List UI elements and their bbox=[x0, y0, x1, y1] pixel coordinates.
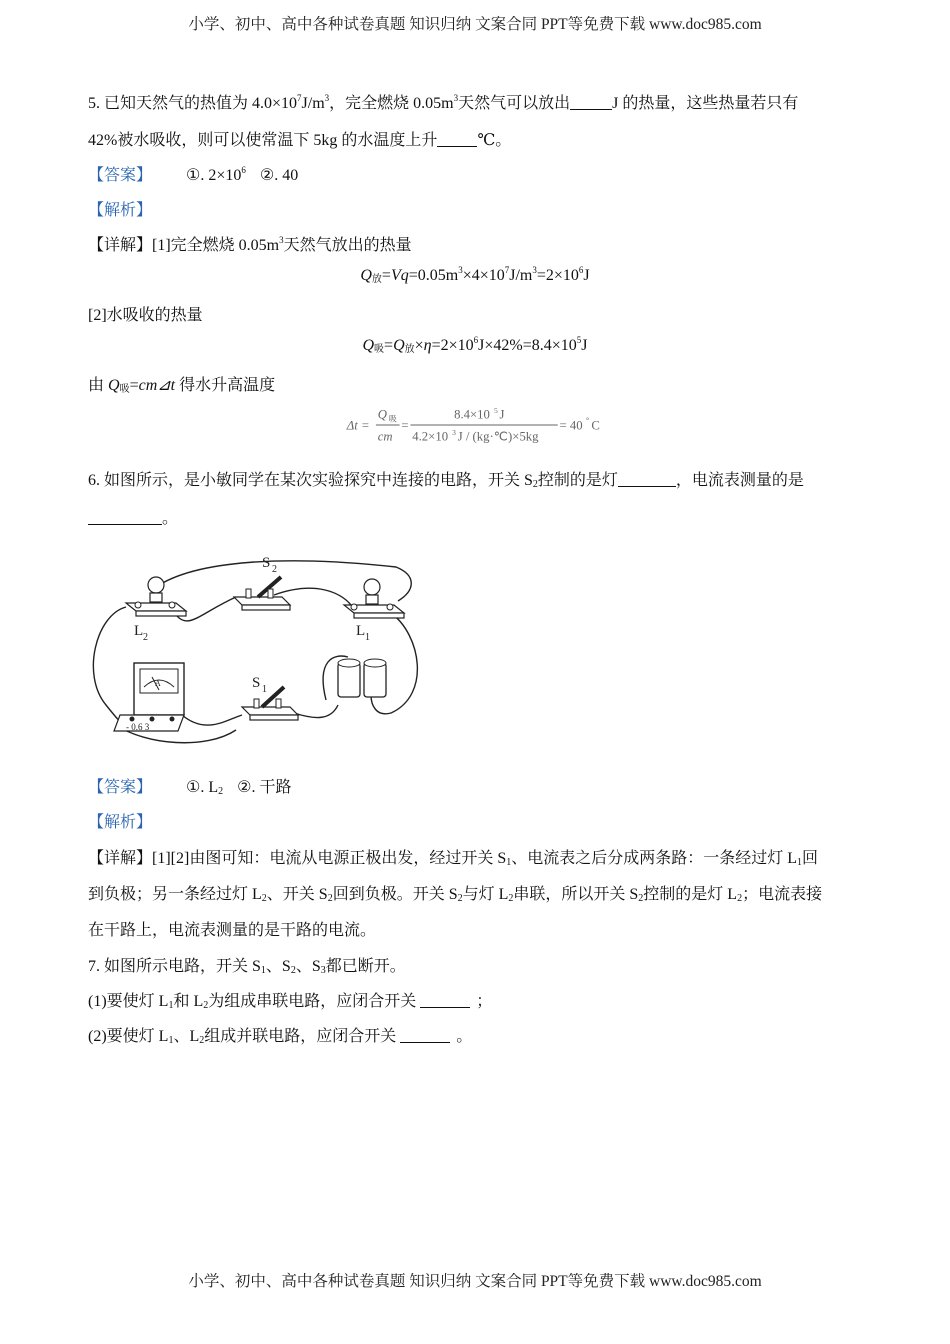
q5-from-line: 由 $Q_吸=cm⊿t$ 得水升高温度 bbox=[88, 377, 276, 395]
label-s2: S bbox=[262, 555, 271, 571]
frac-lhs: Δt = bbox=[346, 418, 370, 433]
frac-eq: = bbox=[401, 418, 409, 433]
blank bbox=[618, 472, 676, 487]
q6-answer: 【答案】 ①. $L_2$ ②. 干路 bbox=[88, 779, 292, 797]
label-s2-sub: 2 bbox=[272, 564, 277, 575]
frac-den2a: 4.2×10 bbox=[412, 429, 449, 444]
frac-den2-exp: 3 bbox=[452, 429, 456, 437]
blank bbox=[88, 510, 162, 525]
q6-line2: 。 bbox=[88, 505, 178, 528]
frac-rhs-unit: C bbox=[591, 418, 600, 433]
label-l2: L bbox=[134, 623, 144, 639]
blank bbox=[420, 993, 470, 1008]
blank bbox=[400, 1028, 450, 1043]
blank bbox=[570, 95, 612, 110]
frac-num1-sub: 吸 bbox=[388, 414, 397, 424]
frac-num2-exp: 5 bbox=[494, 407, 498, 416]
ammeter-terminals: - 0.6 3 bbox=[126, 722, 150, 732]
frac-rhs-exp: ° bbox=[585, 416, 590, 426]
q6-analysis-label: 【解析】 bbox=[88, 814, 153, 831]
page-footer: 小学、初中、高中各种试卷真题 知识归纳 文案合同 PPT等免费下载 www.doc985.com bbox=[188, 1273, 762, 1290]
ammeter bbox=[114, 663, 184, 731]
q5-line1: 5. 已知天然气的热值为 $4.0\times 10^7J/m^3$，完全燃烧 $0.05m^3$天然气可以放出 J 的热量，这些热量若只有 bbox=[88, 93, 799, 112]
q7-line3: (2)要使灯 $L_1$、$L_2$组成并联电路，应闭合开关 。 bbox=[88, 1028, 473, 1046]
frac-den2b: J / (kg·℃)×5kg bbox=[457, 429, 539, 444]
battery-pack bbox=[338, 659, 386, 697]
frac-den1: cm bbox=[377, 429, 393, 444]
ammeter-a-label: A bbox=[155, 679, 161, 688]
lamp-l1 bbox=[344, 579, 404, 618]
label-s1-sub: 1 bbox=[262, 684, 267, 695]
q5-detail1: 【详解】[1]完全燃烧 $0.05m^3$天然气放出的热量 bbox=[88, 235, 412, 254]
label-l1: L bbox=[356, 623, 366, 639]
switch-s2 bbox=[234, 577, 290, 610]
q5-answer: 【答案】 ①. $2\times 10^6$ ②. 40 bbox=[88, 165, 299, 184]
q6-detail-line2: 到负极；另一条经过灯 $L_2$、开关 $S_2$回到负极。开关 $S_2$与灯 $L_2$串联，所以开关 $S_2$控制的是灯 $L_2$；电流表接 bbox=[88, 886, 823, 904]
q7-line1: 7. 如图所示电路，开关 $S_1$、$S_2$、$S_3$都已断开。 bbox=[88, 958, 406, 976]
frac-rhs: = 40 bbox=[559, 418, 583, 433]
frac-num2: 8.4×10 bbox=[454, 407, 490, 422]
page-header: 小学、初中、高中各种试卷真题 知识归纳 文案合同 PPT等免费下载 www.doc985.com bbox=[188, 16, 762, 33]
wire-ammeter-s1 bbox=[182, 715, 242, 725]
switch-s1 bbox=[242, 687, 298, 720]
q5-fraction-equation bbox=[0, 405, 950, 445]
circuit-diagram bbox=[86, 545, 436, 745]
q5-analysis-label: 【解析】 bbox=[88, 202, 153, 219]
q6-line1: 6. 如图所示，是小敏同学在某次实验探究中连接的电路，开关 $S_2$控制的是灯 ，电流表测量的是 bbox=[88, 472, 804, 490]
q5-line2: 42%被水吸收，则可以使常温下 5kg 的水温度上升 ℃。 bbox=[88, 132, 512, 149]
label-l1-sub: 1 bbox=[365, 632, 370, 643]
label-l2-sub: 2 bbox=[143, 632, 148, 643]
blank bbox=[437, 132, 477, 147]
frac-num1: Q bbox=[377, 407, 387, 422]
lamp-l2 bbox=[126, 577, 186, 616]
q5-detail2: [2]水吸收的热量 bbox=[88, 307, 203, 324]
wire-s1-battery bbox=[294, 705, 338, 718]
q5-equation2: $Q_吸=Q_放\times\eta=2\times 10^6J\times 42\%=8.4\times 10^5J$ bbox=[362, 335, 588, 355]
frac-num2-unit: J bbox=[499, 407, 505, 422]
q6-detail-line1: 【详解】[1][2]由图可知：电流从电源正极出发，经过开关 $S_1$、电流表之后分成两条路：一条经过灯 $L_1$回 bbox=[88, 850, 819, 868]
q7-line2: (1)要使灯 $L_1$和 $L_2$为组成串联电路，应闭合开关 ； bbox=[88, 993, 493, 1011]
label-s1: S bbox=[252, 675, 261, 691]
q5-equation1: $Q_放=Vq=0.05m^3\times 4\times 10^7J/m^3=2\times 10^6J$ bbox=[360, 265, 590, 285]
q6-detail-line3: 在干路上，电流表测量的是干路的电流。 bbox=[88, 922, 377, 939]
